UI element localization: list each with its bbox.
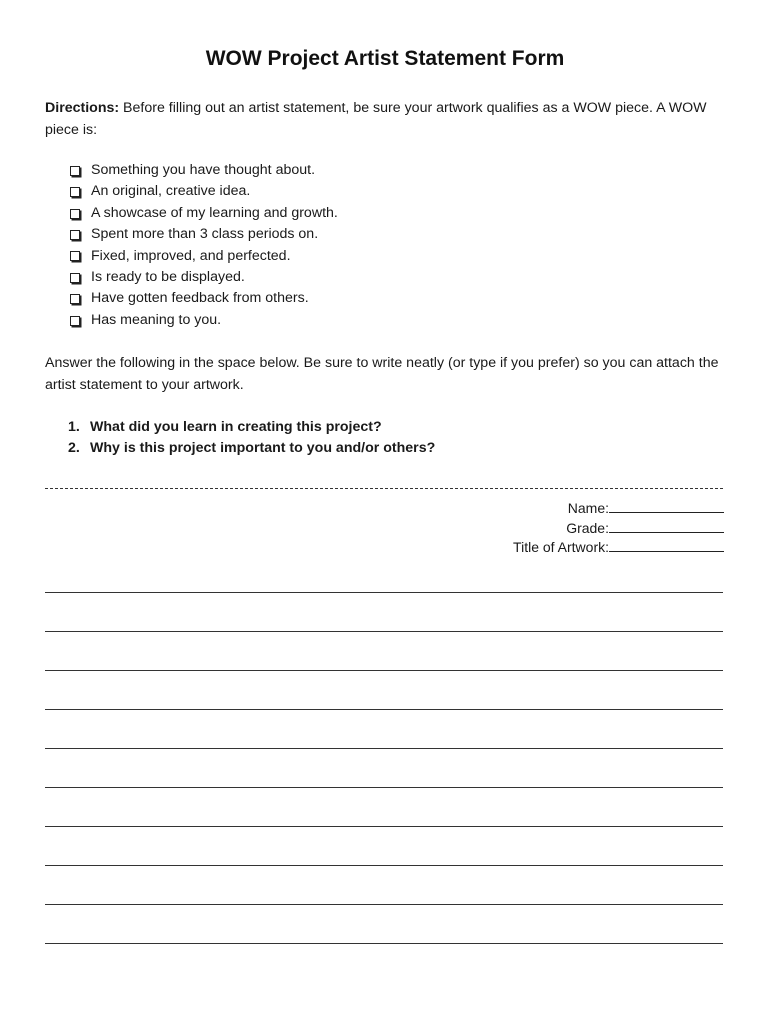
grade-label: Grade: xyxy=(566,519,609,536)
question-list xyxy=(68,417,435,460)
answer-line[interactable] xyxy=(45,709,723,710)
checkbox-icon[interactable] xyxy=(70,273,80,283)
question-number: 2. xyxy=(68,440,80,457)
artwork-title-field[interactable] xyxy=(609,538,724,552)
name-label: Name: xyxy=(567,500,609,516)
student-info-block xyxy=(513,499,724,558)
checklist-item[interactable]: Something you have thought about. xyxy=(68,160,338,181)
checkbox-icon[interactable] xyxy=(70,251,80,261)
cut-line-divider xyxy=(45,488,723,489)
question-number: 1. xyxy=(68,419,80,435)
checkbox-icon[interactable] xyxy=(70,230,80,240)
name-field[interactable] xyxy=(609,499,724,513)
question-text: Why is this project important to you and/or others? xyxy=(90,440,436,457)
checkbox-icon[interactable] xyxy=(70,187,80,197)
checkbox-icon[interactable] xyxy=(70,166,80,176)
answer-line[interactable] xyxy=(45,748,723,749)
answer-line[interactable] xyxy=(45,904,723,905)
answer-line[interactable] xyxy=(45,670,723,671)
name-row xyxy=(513,499,724,519)
answer-line[interactable] xyxy=(45,826,723,827)
checklist-item[interactable]: A showcase of my learning and growth. xyxy=(68,203,338,224)
checklist-item[interactable]: Spent more than 3 class periods on. xyxy=(68,224,338,245)
directions-paragraph xyxy=(45,97,725,141)
question-item xyxy=(68,417,435,438)
checklist-item[interactable]: An original, creative idea. xyxy=(68,181,338,202)
answer-line[interactable] xyxy=(45,631,723,632)
checklist-item[interactable]: Fixed, improved, and perfected. xyxy=(68,246,338,267)
grade-row xyxy=(513,519,724,539)
checklist-item[interactable]: Have gotten feedback from others. xyxy=(68,288,338,309)
artwork-title-label: Title of Artwork: xyxy=(513,539,609,555)
directions-label: Directions: xyxy=(45,100,120,116)
answer-line[interactable] xyxy=(45,943,723,944)
checklist-item[interactable]: Has meaning to you. xyxy=(68,310,338,331)
checklist-item[interactable]: Is ready to be displayed. xyxy=(68,267,338,288)
artwork-title-row xyxy=(513,538,724,558)
grade-field[interactable] xyxy=(609,519,724,533)
answer-line[interactable] xyxy=(45,865,723,866)
answer-line[interactable] xyxy=(45,592,723,593)
wow-checklist xyxy=(68,160,338,331)
checkbox-icon[interactable] xyxy=(70,209,80,219)
instructions-paragraph: Answer the following in the space below. Be sure to write neatly (or type if you prefer) so you can attach the artist statement to your artwork. xyxy=(45,355,719,393)
page-title: WOW Project Artist Statement Form xyxy=(205,47,565,70)
answer-line[interactable] xyxy=(45,787,723,788)
checkbox-icon[interactable] xyxy=(70,316,80,326)
checkbox-icon[interactable] xyxy=(70,294,80,304)
directions-text: Before filling out an artist statement, be sure your artwork qualifies as a WOW piece. A WOW piece is: xyxy=(45,100,707,138)
question-item xyxy=(68,438,435,459)
question-text: What did you learn in creating this project? xyxy=(90,419,382,435)
